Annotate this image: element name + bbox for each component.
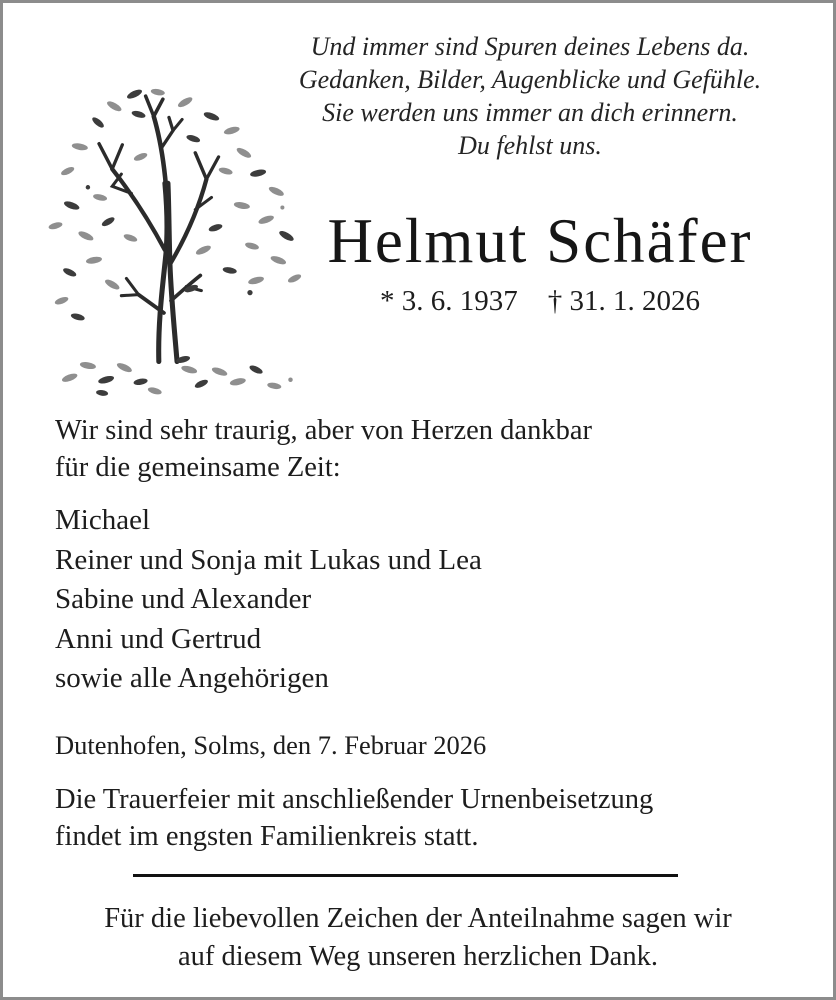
epigraph-line: Gedanken, Bilder, Augenblicke und Gefühle. (298, 65, 762, 94)
tree-icon (41, 86, 305, 400)
life-dates (290, 285, 790, 317)
thanks-line: Für die liebevollen Zeichen der Anteilnahme sagen wir (104, 903, 732, 934)
deceased-name: Helmut Schäfer (327, 206, 753, 276)
funeral-info (55, 781, 653, 855)
tree-trunk (99, 96, 219, 361)
epigraph-verse (240, 30, 820, 162)
funeral-line: findet im engsten Familienkreis statt. (55, 821, 479, 852)
epigraph-line: Du fehlst uns. (458, 131, 602, 160)
funeral-line: Die Trauerfeier mit anschließender Urnenbeisetzung (55, 784, 654, 815)
mourner-item: Anni und Gertrud (55, 622, 262, 655)
tree-illustration (41, 86, 305, 400)
death-date: † 31. 1. 2026 (547, 285, 700, 317)
thanks-note (3, 900, 833, 975)
place-dateline: Dutenhofen, Solms, den 7. Februar 2026 (55, 730, 487, 760)
intro-line: Wir sind sehr traurig, aber von Herzen dankbar (55, 415, 592, 446)
divider-rule (133, 874, 678, 877)
mourner-item: Sabine und Alexander (55, 583, 312, 615)
intro-paragraph (55, 412, 592, 486)
intro-line: für die gemeinsame Zeit: (55, 452, 341, 483)
thanks-line: auf diesem Weg unseren herzlichen Dank. (178, 940, 658, 972)
mourner-item: Michael (55, 504, 151, 536)
deceased-block (290, 208, 790, 317)
mourner-item: sowie alle Angehörigen (55, 662, 329, 694)
epigraph-line: Sie werden uns immer an dich erinnern. (322, 98, 738, 127)
epigraph-line: Und immer sind Spuren deines Lebens da. (310, 32, 750, 61)
mourner-item: Reiner und Sonja mit Lukas und Lea (55, 543, 482, 576)
birth-date: * 3. 6. 1937 (380, 285, 518, 317)
mourners-list (55, 501, 482, 699)
